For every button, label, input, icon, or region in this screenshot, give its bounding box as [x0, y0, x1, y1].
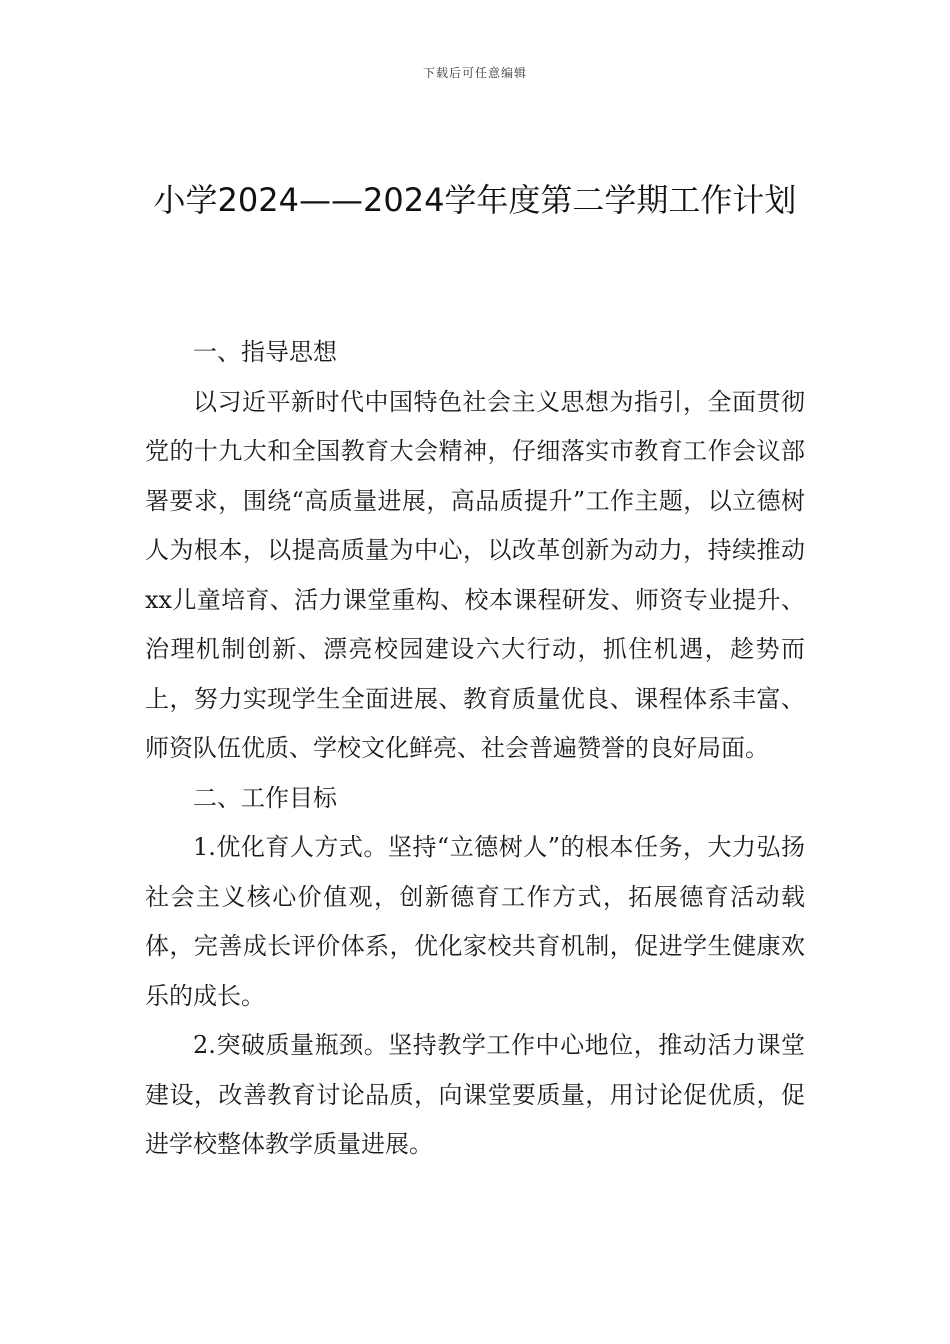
section-heading-work-goals: 二、工作目标	[193, 783, 337, 812]
document-title: 小学2024——2024学年度第二学期工作计划	[153, 181, 797, 219]
paragraph-goal-1: 1.优化育人方式。坚持“立德树人”的根本任务，大力弘扬社会主义核心价值观，创新德育工作方式，拓展德育活动载体，完善成长评价体系，优化家校共育机制，促进学生健康欢乐的成长。	[145, 833, 805, 1010]
page-header: 下载后可任意编辑	[422, 66, 527, 80]
document-body	[145, 328, 805, 1170]
section-heading-guiding-ideology: 一、指导思想	[193, 338, 337, 366]
paragraph-guiding-ideology: 以习近平新时代中国特色社会主义思想为指引，全面贯彻党的十九大和全国教育大会精神，仔细落实市教育工作会议部署要求，围绕“高质量进展，高品质提升”工作主题，以立德树人为根本，以提高质量为中心，以改革创新为动力，持续推动xx儿童培育、活力课堂重构、校本课程研发、师资专业提升、治理机制创新、漂亮校园建设六大行动，抓住机遇，趁势而上，努力实现学生全面进展、教育质量优良、课程体系丰富、师资队伍优质、学校文化鲜亮、社会普遍赞誉的良好局面。	[145, 387, 805, 762]
paragraph-goal-2: 2.突破质量瓶颈。坚持教学工作中心地位，推动活力课堂建设，改善教育讨论品质，向课堂要质量，用讨论促优质，促进学校整体教学质量进展。	[145, 1031, 805, 1158]
